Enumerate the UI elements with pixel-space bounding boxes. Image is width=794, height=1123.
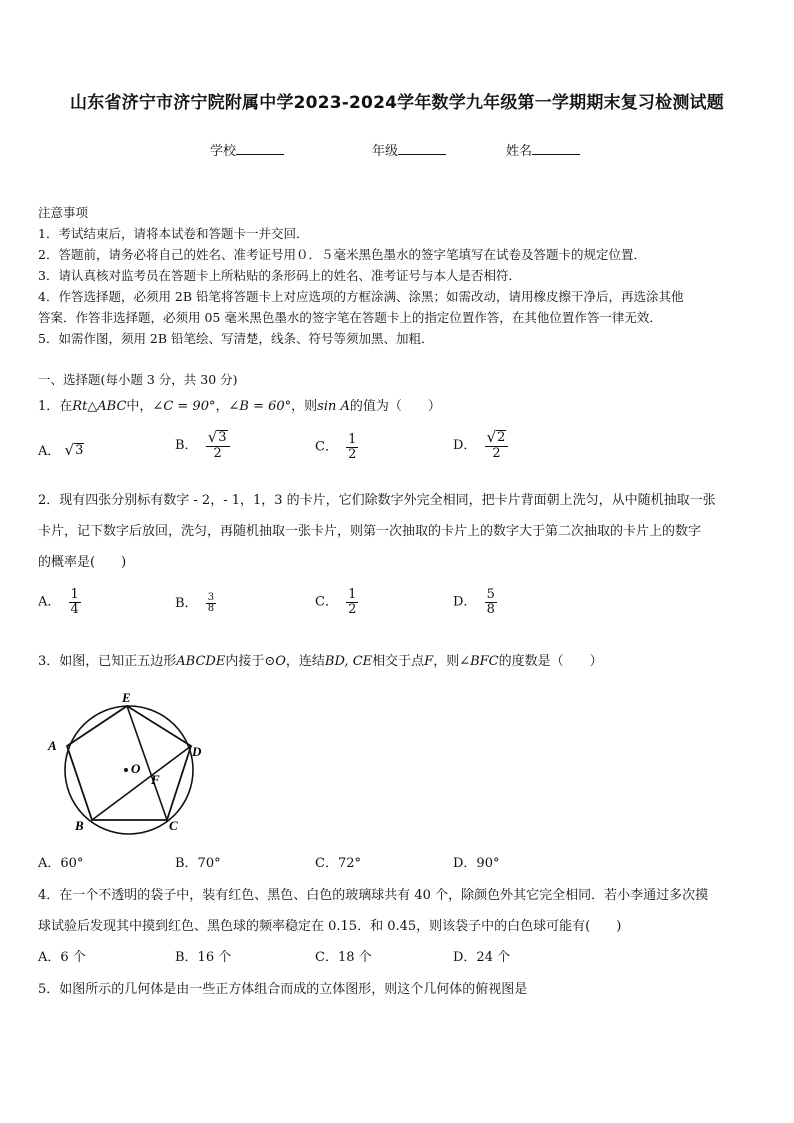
q1-condition-b: ∠B = 60°	[228, 399, 292, 414]
q4-option-c: C．18 个	[315, 950, 372, 965]
school-blank	[236, 142, 284, 155]
notes-heading: 注意事项	[38, 205, 89, 220]
question-1	[38, 395, 441, 414]
numerator: 5	[486, 587, 495, 602]
q1-ask: sin A	[317, 399, 350, 414]
q3-polygon: ABCDE	[176, 654, 226, 669]
q1-text: 中，	[126, 399, 153, 414]
denominator: 2	[348, 446, 357, 462]
numerator: 1	[70, 587, 79, 602]
name-label: 姓名	[506, 144, 533, 159]
fraction	[69, 588, 81, 616]
fraction	[346, 588, 358, 616]
question-4-line: 4．在一个不透明的袋子中，装有红色、黑色、白色的玻璃球共有 40 个，除颜色外其它完全相同．若小李通过多次摸	[38, 888, 709, 903]
grade-field	[372, 140, 446, 159]
circumcircle	[65, 706, 193, 834]
option-label: D．	[453, 594, 477, 610]
q1-text: ，	[215, 399, 229, 414]
note-item: 2．答题前，请务必将自己的姓名、准考证号用０．５毫米黑色墨水的签字笔填写在试卷及答题卡的规定位置．	[38, 247, 646, 262]
radicand: 3	[218, 430, 227, 445]
q3-option-d: D．90°	[453, 856, 500, 871]
radical-sign: √	[64, 441, 75, 459]
radical-sign: √	[486, 428, 497, 447]
option-label: A．	[38, 444, 61, 459]
q1-suffix: 的值为（ ）	[349, 399, 441, 414]
center-point	[124, 768, 128, 772]
page-title: 山东省济宁市济宁院附属中学2023-2024学年数学九年级第一学期期末复习检测试题	[70, 93, 724, 113]
question-4-line: 球试验后发现其中摸到红色、黑色球的频率稳定在 0.15．和 0.45，则该袋子中的白色球可能有( )	[38, 919, 622, 934]
label-e: E	[122, 690, 131, 705]
q2-option-d	[453, 588, 497, 616]
label-c: C	[169, 818, 178, 833]
school-field	[210, 140, 284, 159]
line-bd	[92, 746, 191, 820]
q1-text: ，则	[291, 399, 318, 414]
option-label: A．	[38, 594, 61, 610]
q3-option-b: B．70°	[175, 856, 221, 871]
note-item: 答案．作答非选择题，必须用 05 毫米黑色墨水的签字笔在答题卡上的指定位置作答，在其他位置作答一律无效．	[38, 310, 662, 325]
q4-option-d: D．24 个	[453, 950, 511, 965]
option-label: C．	[315, 594, 338, 610]
note-item: 1．考试结束后，请将本试卷和答题卡一并交回．	[38, 226, 309, 241]
radicand: 2	[497, 430, 506, 445]
q3-text: ，则	[433, 654, 460, 669]
name-blank	[532, 142, 580, 155]
q3-lines: BD, CE	[324, 654, 373, 669]
q3-option-c: C．72°	[315, 856, 361, 871]
radical-sign: √	[207, 428, 218, 447]
fraction	[206, 593, 216, 615]
q2-option-a	[38, 588, 81, 616]
option-label: C．	[315, 439, 338, 455]
school-label: 学校	[210, 144, 237, 159]
label-a: A	[48, 738, 57, 753]
numerator	[485, 430, 509, 447]
q1-prefix: 1．在	[38, 399, 73, 414]
sqrt	[208, 430, 228, 445]
q1-option-b	[175, 430, 230, 461]
q1-triangle: Rt△ABC	[72, 399, 127, 414]
q3-prefix: 3．如图，已知正五边形	[38, 654, 177, 669]
name-field	[506, 140, 580, 159]
label-o: O	[131, 761, 141, 776]
grade-blank	[398, 142, 446, 155]
q3-text: 内接于	[225, 654, 265, 669]
question-5: 5．如图所示的几何体是由一些正方体组合而成的立体图形，则这个几何体的俯视图是	[38, 982, 528, 997]
note-item: 4．作答选择题，必须用 2B 铅笔将答题卡上对应选项的方框涂满、涂黑；如需改动，请用橡皮擦干净后，再选涂其他	[38, 289, 684, 304]
q4-option-b: B．16 个	[175, 950, 232, 965]
sqrt	[65, 443, 85, 458]
fraction	[485, 588, 497, 616]
label-d: D	[192, 744, 202, 759]
numerator: 3	[207, 591, 215, 603]
q3-option-a: A．60°	[38, 856, 84, 871]
q2-option-c	[315, 588, 358, 616]
fraction	[346, 433, 358, 461]
q2-option-b	[175, 592, 216, 615]
q4-option-a: A．6 个	[38, 950, 86, 965]
question-2-line: 卡片，记下数字后放回，洗匀，再随机抽取一张卡片，则第一次抽取的卡片上的数字大于第二次抽取的卡片上的数字	[38, 524, 702, 539]
q3-text: 相交于点	[372, 654, 425, 669]
denominator: 8	[486, 601, 495, 617]
label-b: B	[75, 818, 84, 833]
label-f: F	[151, 772, 160, 787]
numerator	[206, 430, 230, 447]
q3-angle: ∠BFC	[459, 654, 499, 669]
grade-label: 年级	[372, 144, 399, 159]
denominator: 2	[213, 445, 222, 461]
option-label: B．	[175, 437, 198, 453]
numerator: 1	[348, 587, 357, 602]
fraction	[485, 430, 509, 461]
q1-condition-c: ∠C = 90°	[152, 399, 216, 414]
pentagon-figure	[40, 686, 220, 836]
denominator: 2	[348, 601, 357, 617]
question-2-line: 的概率是( )	[38, 555, 127, 570]
note-item: 3．请认真核对监考员在答题卡上所粘贴的条形码上的姓名、准考证号与本人是否相符．	[38, 268, 521, 283]
fraction	[206, 430, 230, 461]
q1-option-d	[453, 430, 508, 461]
denominator: 8	[207, 603, 215, 614]
q3-suffix: 的度数是（ ）	[498, 654, 603, 669]
note-item: 5．如需作图，须用 2B 铅笔绘、写清楚，线条、符号等须加黑、加粗．	[38, 331, 434, 346]
denominator: 2	[492, 445, 501, 461]
sqrt	[487, 430, 507, 445]
q1-option-a	[38, 440, 84, 459]
q3-circle: ⊙O	[264, 654, 286, 669]
question-3	[38, 650, 603, 669]
q3-point: F	[424, 654, 434, 669]
q3-text: ，连结	[285, 654, 325, 669]
radicand: 3	[75, 442, 84, 458]
option-label: B．	[175, 596, 198, 611]
q1-option-c	[315, 433, 358, 461]
question-2-line: 2．现有四张分别标有数字 - 2，- 1，1，3 的卡片，它们除数字外完全相同，把卡片背面朝上洗匀，从中随机抽取一张	[38, 493, 716, 508]
section-heading: 一、选择题(每小题 3 分，共 30 分)	[38, 372, 238, 387]
option-label: D．	[453, 437, 477, 453]
denominator: 4	[70, 601, 79, 617]
numerator: 1	[348, 432, 357, 447]
